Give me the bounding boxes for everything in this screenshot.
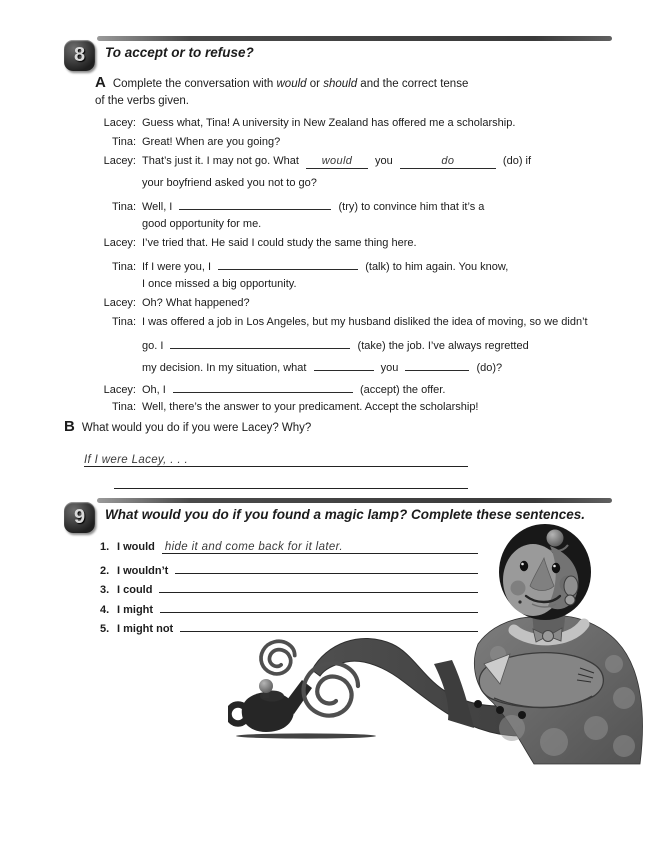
dialogue-text: (talk) to him again. You know, [365, 261, 509, 273]
dialogue-line [64, 297, 624, 316]
fill-blank [179, 196, 331, 210]
dialogue-line [64, 278, 624, 297]
dialogue-line [64, 237, 624, 256]
exercise-a-instruction [95, 74, 535, 110]
dialogue-text: (take) the job. I’ve always regretted [357, 340, 529, 352]
section-8-header [64, 36, 616, 76]
dialogue-line [64, 177, 624, 196]
dialogue-text: you [375, 155, 393, 167]
fill-blank [400, 155, 496, 169]
dialogue-text: (try) to convince him that it’s a [338, 201, 485, 213]
instruction-line-1 [95, 74, 535, 93]
answer-line [84, 450, 468, 467]
item-number: 2. [100, 564, 110, 577]
exercise-b-heading [64, 418, 494, 435]
dialogue-line [64, 136, 624, 155]
dialogue-text: If I were you, I [142, 261, 212, 273]
dialogue-text: (do)? [476, 362, 503, 374]
dialogue-text: go. I [142, 340, 164, 352]
section-8-title: To accept or to refuse? [105, 45, 254, 60]
dialogue-line [64, 357, 624, 379]
dialogue-text: should [323, 78, 358, 90]
dialogue-text: your boyfriend asked you not to go? [142, 177, 317, 189]
handwritten-answer: If I were Lacey, . . . [84, 454, 188, 466]
fill-blank [218, 256, 358, 270]
dialogue-line [64, 196, 624, 218]
left-cheek [511, 581, 526, 596]
dialogue-text: That’s just it. I may not go. What [142, 155, 299, 167]
item-number: 5. [100, 623, 110, 635]
left-eye [520, 561, 528, 571]
item-stem: I might not [117, 623, 174, 635]
dialogue-text: you [380, 362, 399, 374]
item-stem: I would [117, 541, 155, 553]
ear [564, 576, 578, 596]
item-stem: I wouldn’t [117, 564, 169, 577]
fill-blank [173, 379, 353, 393]
blank-answer: would [321, 155, 353, 167]
section-number-badge: 9 [64, 502, 95, 533]
exercise-b-question: What would you do if you were Lacey? Why? [81, 422, 312, 434]
dialogue-line-text [142, 177, 624, 189]
dialogue-text: (accept) the offer. [359, 384, 446, 396]
dialogue-line [64, 316, 624, 335]
dialogue-text: Well, there’s the answer to your predicament. Accept the scholarship! [142, 401, 479, 413]
blank-answer: do [441, 155, 455, 167]
item-stem: I might [117, 603, 154, 616]
dialogue-text: Complete the conversation with [112, 78, 274, 90]
dialogue-text: Great! When are you going? [142, 136, 281, 148]
section-number-badge: 8 [64, 40, 95, 71]
dialogue-line [64, 256, 624, 278]
section-9-title: What would you do if you found a magic lamp? Complete these sentences. [105, 507, 586, 522]
genie-head [499, 524, 591, 620]
dialogue-line [64, 379, 624, 401]
conversation [64, 117, 624, 420]
speaker-name: Tina: [111, 401, 136, 413]
genie-figure [434, 524, 642, 764]
section-divider-bar [97, 498, 612, 503]
right-eye [552, 563, 560, 573]
speaker-name: Lacey: [103, 297, 136, 309]
dialogue-line-text [142, 117, 624, 129]
speaker-name: Lacey: [103, 384, 136, 396]
dialogue-line-text [142, 237, 624, 249]
turban-jewel-icon [547, 530, 564, 547]
neck-bow-knot [543, 631, 554, 642]
dialogue-line-text [142, 297, 624, 309]
lamp-shadow [236, 733, 376, 738]
dialogue-line-text [142, 278, 624, 290]
dialogue-line [64, 335, 624, 357]
item-number: 1. [100, 541, 110, 553]
dialogue-text: would [276, 78, 307, 90]
dialogue-text: or [309, 78, 320, 90]
fill-blank [170, 335, 350, 349]
exercise-a-label: A [95, 74, 106, 91]
exercise-b-label: B [64, 418, 75, 435]
earring-icon [565, 595, 575, 605]
beauty-mark [518, 600, 521, 603]
speaker-name: Tina: [111, 201, 136, 213]
dialogue-line-text [142, 401, 624, 413]
dialogue-line-text [142, 335, 624, 352]
exercise-b [64, 418, 494, 489]
dialogue-text: Oh? What happened? [142, 297, 250, 309]
dialogue-line-text [142, 196, 624, 213]
dialogue-line-text [142, 316, 624, 328]
dialogue-text: I once missed a big opportunity. [142, 278, 297, 290]
speaker-name: Lacey: [103, 237, 136, 249]
dialogue-line-text [142, 256, 624, 273]
dialogue-text: and the correct tense [360, 78, 469, 90]
dialogue-text: I’ve tried that. He said I could study the same thing here. [142, 237, 417, 249]
item-stem: I could [117, 584, 153, 596]
fill-blank [314, 357, 374, 371]
instruction-line-2: of the verbs given. [95, 95, 189, 107]
dialogue-line-text [142, 218, 624, 230]
section-divider-bar [97, 36, 612, 41]
dialogue-text: Oh, I [142, 384, 166, 396]
item-number: 4. [100, 603, 110, 616]
speaker-name: Tina: [111, 136, 136, 148]
dialogue-line [64, 218, 624, 237]
dialogue-line [64, 155, 624, 177]
dialogue-line-text [142, 379, 624, 396]
smoke-swirl-icon [261, 641, 295, 674]
speaker-name: Tina: [111, 316, 136, 328]
fill-blank [405, 357, 469, 371]
item-number: 3. [100, 584, 110, 596]
speaker-name: Lacey: [103, 117, 136, 129]
dialogue-text: good opportunity for me. [142, 218, 262, 230]
handwritten-answer: hide it and come back for it later. [164, 541, 343, 553]
dialogue-text: (do) if [502, 155, 532, 167]
dialogue-text: Guess what, Tina! A university in New Zealand has offered me a scholarship. [142, 117, 516, 129]
dialogue-text: Well, I [142, 201, 173, 213]
dialogue-line-text [142, 136, 624, 148]
fill-blank [306, 155, 368, 169]
genie-lamp-illustration [228, 512, 648, 765]
speaker-name: Tina: [111, 261, 136, 273]
dialogue-line-text [142, 357, 624, 374]
dialogue-line-text [142, 155, 624, 169]
smoke-swirl-icon [304, 663, 358, 716]
answer-line-blank [114, 475, 468, 489]
dialogue-line [64, 117, 624, 136]
speaker-name: Lacey: [103, 155, 136, 167]
dialogue-text: I was offered a job in Los Angeles, but my husband disliked the idea of moving, so we didn’t [142, 316, 588, 328]
magic-lamp-icon [229, 679, 313, 732]
dialogue-text: my decision. In my situation, what [142, 362, 307, 374]
